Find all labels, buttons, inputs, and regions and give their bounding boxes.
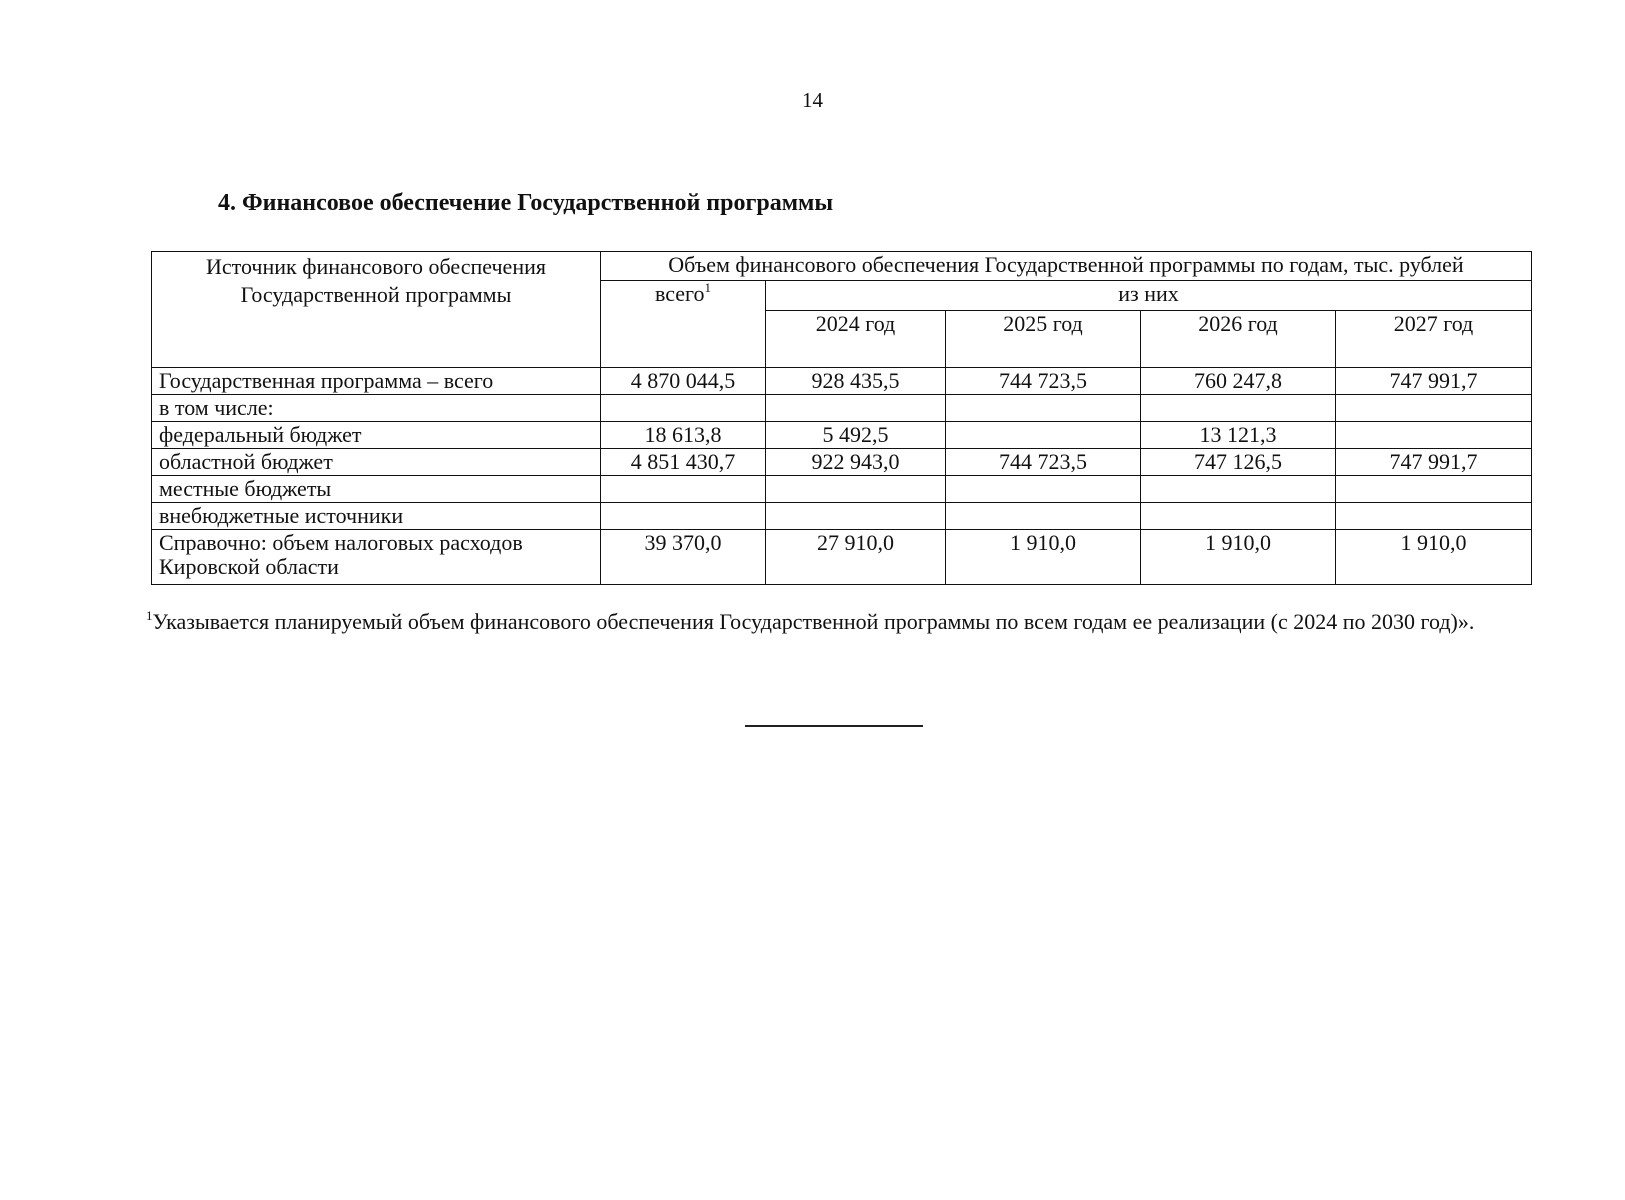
cell-2027: 747 991,7 bbox=[1336, 368, 1532, 395]
cell-2027 bbox=[1336, 503, 1532, 530]
header-volume-group: Объем финансового обеспечения Государственной программы по годам, тыс. рублей bbox=[601, 252, 1532, 281]
cell-2026: 13 121,3 bbox=[1141, 422, 1336, 449]
cell-total: 4 851 430,7 bbox=[601, 449, 766, 476]
cell-2026: 747 126,5 bbox=[1141, 449, 1336, 476]
footnote bbox=[146, 605, 1531, 639]
section-title: 4. Финансовое обеспечение Государственной программы bbox=[218, 190, 834, 216]
cell-2027: 747 991,7 bbox=[1336, 449, 1532, 476]
cell-2025: 1 910,0 bbox=[946, 530, 1141, 585]
table-row bbox=[152, 449, 1532, 476]
header-total bbox=[601, 281, 766, 368]
cell-2024 bbox=[766, 476, 946, 503]
cell-2026: 760 247,8 bbox=[1141, 368, 1336, 395]
cell-2024: 922 943,0 bbox=[766, 449, 946, 476]
header-of-them: из них bbox=[766, 281, 1532, 311]
header-row-1 bbox=[152, 252, 1532, 281]
row-label: федеральный бюджет bbox=[152, 422, 601, 449]
row-label: Государственная программа – всего bbox=[152, 368, 601, 395]
table-row bbox=[152, 368, 1532, 395]
table-row bbox=[152, 503, 1532, 530]
cell-2027 bbox=[1336, 476, 1532, 503]
row-label: Справочно: объем налоговых расходов Кировской области bbox=[152, 530, 601, 585]
table-row bbox=[152, 530, 1532, 585]
cell-2025 bbox=[946, 476, 1141, 503]
table-row bbox=[152, 476, 1532, 503]
cell-total: 4 870 044,5 bbox=[601, 368, 766, 395]
cell-2026 bbox=[1141, 395, 1336, 422]
end-divider bbox=[745, 725, 923, 727]
cell-total bbox=[601, 476, 766, 503]
row-label: внебюджетные источники bbox=[152, 503, 601, 530]
row-label: областной бюджет bbox=[152, 449, 601, 476]
header-total-footnote-mark: 1 bbox=[704, 280, 712, 295]
header-year-2027: 2027 год bbox=[1336, 311, 1532, 368]
cell-2025: 744 723,5 bbox=[946, 368, 1141, 395]
cell-total bbox=[601, 395, 766, 422]
cell-2026: 1 910,0 bbox=[1141, 530, 1336, 585]
cell-2026 bbox=[1141, 503, 1336, 530]
cell-2024: 928 435,5 bbox=[766, 368, 946, 395]
header-year-2026: 2026 год bbox=[1141, 311, 1336, 368]
header-year-2025: 2025 год bbox=[946, 311, 1141, 368]
cell-2024 bbox=[766, 395, 946, 422]
cell-2027 bbox=[1336, 422, 1532, 449]
cell-total bbox=[601, 503, 766, 530]
table-row bbox=[152, 395, 1532, 422]
row-label: местные бюджеты bbox=[152, 476, 601, 503]
cell-2024: 27 910,0 bbox=[766, 530, 946, 585]
header-source-col: Источник финансового обеспечения Государственной программы bbox=[152, 252, 601, 368]
cell-total: 18 613,8 bbox=[601, 422, 766, 449]
cell-2025 bbox=[946, 395, 1141, 422]
cell-2025 bbox=[946, 503, 1141, 530]
cell-2027: 1 910,0 bbox=[1336, 530, 1532, 585]
header-total-label: всего bbox=[654, 281, 705, 306]
cell-total: 39 370,0 bbox=[601, 530, 766, 585]
footnote-mark: 1 bbox=[146, 608, 153, 623]
header-year-2024: 2024 год bbox=[766, 311, 946, 368]
cell-2024 bbox=[766, 503, 946, 530]
cell-2024: 5 492,5 bbox=[766, 422, 946, 449]
financing-table bbox=[151, 251, 1532, 585]
page-number: 14 bbox=[802, 88, 823, 112]
cell-2027 bbox=[1336, 395, 1532, 422]
table-row bbox=[152, 422, 1532, 449]
row-label: в том числе: bbox=[152, 395, 601, 422]
footnote-text: Указывается планируемый объем финансового обеспечения Государственной программы по всем годам ее реализации (с 2024 по 2030 год)». bbox=[152, 609, 1475, 634]
cell-2025: 744 723,5 bbox=[946, 449, 1141, 476]
cell-2026 bbox=[1141, 476, 1336, 503]
cell-2025 bbox=[946, 422, 1141, 449]
